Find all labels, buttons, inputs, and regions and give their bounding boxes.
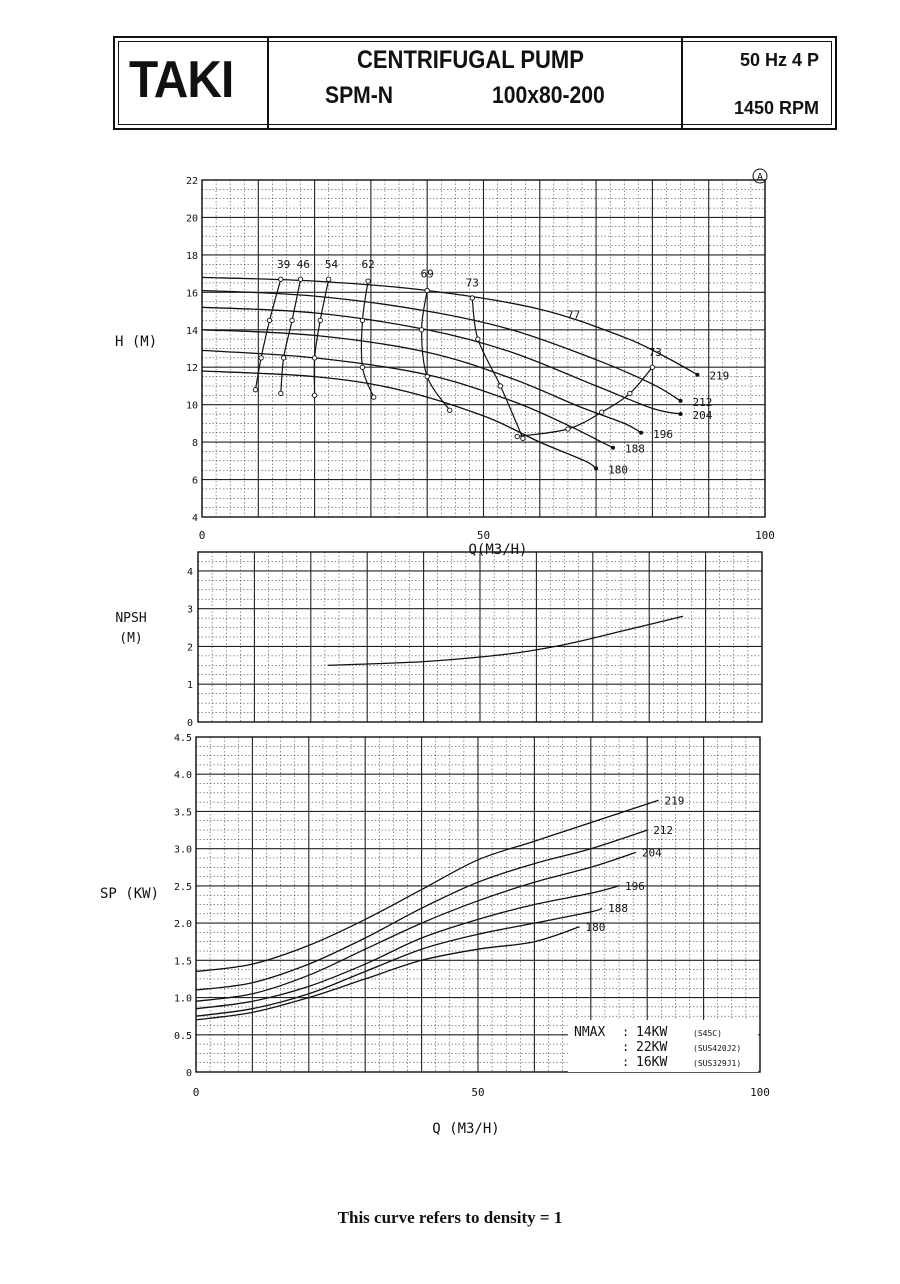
nmax-material: (SUS329J1) xyxy=(693,1059,742,1068)
efficiency-point xyxy=(425,374,429,378)
head-x-tick-label: 50 xyxy=(476,529,491,542)
head-y-tick-label: 16 xyxy=(185,288,198,300)
npsh-curve xyxy=(328,616,683,665)
efficiency-point xyxy=(650,365,654,369)
efficiency-point xyxy=(366,279,370,283)
efficiency-point xyxy=(312,393,316,397)
npsh-y-tick-label: 1 xyxy=(186,680,193,692)
power-curve-label: 212 xyxy=(653,824,674,838)
corner-mark: A xyxy=(756,172,764,183)
head-curve-end-point xyxy=(611,446,615,450)
power-y-tick-label: 2.0 xyxy=(173,919,192,931)
efficiency-point xyxy=(566,427,570,431)
power-y-tick-label: 0.5 xyxy=(173,1030,192,1042)
head-curve-label: 180 xyxy=(608,463,628,477)
frequency-poles: 50 Hz 4 P xyxy=(739,50,819,70)
efficiency-point xyxy=(259,356,263,360)
power-x-tick-label: 0 xyxy=(192,1086,200,1099)
efficiency-point xyxy=(298,277,302,281)
pump-series: SPM-N xyxy=(325,82,394,109)
efficiency-label: 39 xyxy=(277,257,291,271)
efficiency-point xyxy=(281,356,285,360)
power-y-tick-label: 2.5 xyxy=(173,881,192,893)
power-y-axis-label: SP (KW) xyxy=(100,886,160,902)
head-curve-end-point xyxy=(679,412,683,416)
efficiency-curve-73 xyxy=(517,367,652,436)
head-x-tick-label: 100 xyxy=(755,529,775,542)
head-y-tick-label: 14 xyxy=(185,325,198,337)
efficiency-label: 62 xyxy=(361,257,375,271)
nmax-value: 22KW xyxy=(636,1040,668,1055)
head-y-tick-label: 4 xyxy=(191,513,198,524)
head-curve-label: 204 xyxy=(692,409,713,423)
head-curve-label: 188 xyxy=(624,442,645,456)
npsh-y-tick-label: 0 xyxy=(186,718,193,729)
rated-speed: 1450 RPM xyxy=(733,98,819,118)
nmax-label: NMAX xyxy=(574,1025,606,1040)
npsh-y-axis-label: NPSH xyxy=(115,611,147,626)
efficiency-curve-69 xyxy=(422,291,450,411)
efficiency-point xyxy=(372,395,376,399)
power-curve-label: 219 xyxy=(664,794,685,808)
efficiency-label: 46 xyxy=(296,257,310,271)
head-curve-end-point xyxy=(594,466,598,470)
pump-size: 100x80-200 xyxy=(492,82,605,109)
efficiency-point xyxy=(290,318,294,322)
efficiency-point xyxy=(498,384,502,388)
head-curve-end-point xyxy=(695,373,699,377)
head-y-axis-label: H (M) xyxy=(115,334,158,350)
nmax-material: (SUS420J2) xyxy=(693,1044,742,1053)
nmax-value: 16KW xyxy=(636,1055,668,1070)
npsh-y-tick-label: 2 xyxy=(186,642,193,654)
power-x-axis-label: Q (M3/H) xyxy=(432,1121,500,1137)
efficiency-curve-46 xyxy=(281,279,301,393)
efficiency-point xyxy=(360,365,364,369)
head-x-tick-label: 0 xyxy=(198,529,206,542)
efficiency-label: 77 xyxy=(566,308,581,322)
efficiency-point xyxy=(448,408,452,412)
brand-logo: TAKI xyxy=(129,51,234,109)
efficiency-point xyxy=(419,328,423,332)
power-curve-label: 180 xyxy=(585,920,606,934)
efficiency-point xyxy=(360,318,364,322)
head-curve-label: 219 xyxy=(709,369,730,383)
efficiency-point xyxy=(600,410,604,414)
head-x-axis-label: Q(M3/H) xyxy=(468,542,528,558)
efficiency-label: 54 xyxy=(324,257,339,271)
power-curve-204 xyxy=(196,852,636,1001)
npsh-y-tick-label: 3 xyxy=(186,604,193,616)
efficiency-point xyxy=(312,356,316,360)
efficiency-curve-73 xyxy=(472,298,523,438)
efficiency-point xyxy=(515,434,519,438)
head-y-tick-label: 12 xyxy=(185,363,198,375)
head-y-tick-label: 6 xyxy=(191,475,198,487)
power-curve-label: 196 xyxy=(625,879,645,893)
efficiency-point xyxy=(318,318,322,322)
npsh-y-tick-label: 4 xyxy=(186,566,193,578)
efficiency-point xyxy=(267,318,271,322)
efficiency-point xyxy=(628,391,632,395)
head-curve-label: 212 xyxy=(692,395,713,409)
efficiency-point xyxy=(279,391,283,395)
nmax-colon: : xyxy=(622,1025,630,1039)
efficiency-point xyxy=(521,436,525,440)
head-y-tick-label: 18 xyxy=(185,250,198,262)
efficiency-label: 69 xyxy=(420,267,434,281)
head-curve-end-point xyxy=(639,431,643,435)
nmax-value: 14KW xyxy=(636,1025,668,1040)
head-y-tick-label: 22 xyxy=(185,176,198,187)
power-y-tick-label: 3.0 xyxy=(173,844,192,856)
efficiency-point xyxy=(470,296,474,300)
head-y-tick-label: 20 xyxy=(185,213,198,225)
power-y-tick-label: 0 xyxy=(185,1068,192,1079)
efficiency-label: 73 xyxy=(465,276,479,290)
npsh-grid xyxy=(198,552,762,722)
efficiency-point xyxy=(326,277,330,281)
density-footnote: This curve refers to density = 1 xyxy=(337,1208,563,1227)
pump-title: CENTRIFUGAL PUMP xyxy=(357,46,584,74)
head-curve-188 xyxy=(202,350,613,447)
power-x-tick-label: 100 xyxy=(750,1086,770,1099)
head-y-tick-label: 10 xyxy=(185,400,198,412)
head-curve-end-point xyxy=(679,399,683,403)
head-y-tick-label: 8 xyxy=(191,438,198,450)
efficiency-point xyxy=(425,288,429,292)
power-x-tick-label: 50 xyxy=(471,1086,485,1099)
head-grid xyxy=(202,180,765,517)
power-y-tick-label: 4.5 xyxy=(173,733,192,744)
head-curve-label: 196 xyxy=(653,427,674,441)
power-curve-label: 188 xyxy=(608,902,628,916)
power-y-tick-label: 1.0 xyxy=(173,993,192,1005)
power-y-tick-label: 4.0 xyxy=(173,770,192,782)
nmax-colon: : xyxy=(622,1040,630,1054)
power-curve-label: 204 xyxy=(641,846,662,860)
efficiency-point xyxy=(253,387,257,391)
npsh-y-axis-unit: (M) xyxy=(119,631,143,646)
efficiency-point xyxy=(476,337,480,341)
efficiency-point xyxy=(279,277,283,281)
power-curve-180 xyxy=(196,927,580,1020)
power-y-tick-label: 3.5 xyxy=(173,807,192,819)
power-y-tick-label: 1.5 xyxy=(173,956,192,968)
efficiency-label: 73 xyxy=(648,345,662,359)
nmax-material: (S45C) xyxy=(693,1029,722,1038)
nmax-colon: : xyxy=(622,1055,630,1069)
